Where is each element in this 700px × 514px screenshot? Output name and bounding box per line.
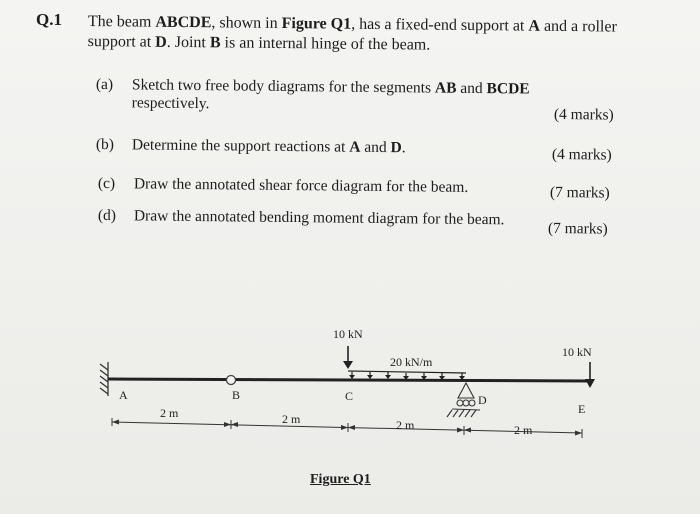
part-a-bold-ab: AB [434, 79, 457, 97]
part-b-label: (b) [95, 136, 115, 154]
part-a-marks: (4 marks) [553, 106, 614, 124]
stem-bold-b: B [209, 34, 221, 52]
dimension-line [112, 418, 582, 438]
stem-text-1: The beam [87, 12, 156, 31]
stem-bold-figure: Figure Q1 [281, 15, 352, 33]
label-c: C [345, 389, 354, 403]
stem-text-2: , shown in [211, 14, 282, 33]
part-a-text-3: respectively. [131, 94, 210, 113]
part-d-label: (d) [97, 207, 117, 225]
part-c-label: (c) [97, 175, 116, 193]
question-number: Q.1 [36, 10, 62, 29]
label-b: B [232, 388, 241, 402]
stem-text-5: support at [87, 32, 156, 51]
label-d: D [478, 393, 487, 407]
roller-support-d [447, 383, 480, 417]
load-label-c: 10 kN [333, 327, 363, 341]
hinge-b [227, 376, 236, 385]
stem-bold-beam: ABCDE [155, 13, 212, 32]
part-a-label: (a) [95, 76, 114, 94]
span-label-de: 2 m [514, 423, 533, 437]
figure-caption: Figure Q1 [310, 472, 371, 487]
beam [108, 379, 590, 381]
part-c-marks: (7 marks) [549, 184, 610, 202]
part-b-marks: (4 marks) [551, 146, 612, 164]
part-a-text-2: and [456, 79, 487, 98]
point-load-c-arrow [343, 346, 353, 369]
stem-bold-a: A [528, 17, 541, 35]
stem-text-7: is an internal hinge of the beam. [220, 34, 431, 54]
part-a-text-1: Sketch two free body diagrams for the segments [131, 76, 436, 97]
part-b-text-2: and [360, 138, 391, 157]
load-label-udl: 20 kN/m [390, 355, 433, 369]
part-b-bold-a: A [349, 138, 361, 156]
part-b-text-1: Determine the support reactions at [131, 136, 350, 156]
label-e: E [578, 402, 586, 416]
fixed-support-a [100, 362, 108, 396]
part-d-marks: (7 marks) [547, 220, 608, 238]
part-b-bold-d: D [390, 139, 402, 157]
span-label-bc: 2 m [282, 412, 301, 426]
stem-text-4: and a roller [539, 17, 617, 36]
stem-text-6: . Joint [166, 33, 211, 52]
span-label-cd: 2 m [396, 418, 415, 432]
stem-text-3: , has a fixed-end support at [351, 15, 529, 35]
part-b-text-3: . [401, 139, 406, 157]
part-c-text: Draw the annotated shear force diagram for the beam. [133, 175, 469, 196]
part-a-bold-bcde: BCDE [486, 80, 530, 98]
part-d-text: Draw the annotated bending moment diagram for the beam. [133, 207, 505, 229]
stem-bold-d: D [155, 33, 167, 51]
label-a: A [119, 388, 128, 402]
span-label-ab: 2 m [160, 406, 179, 420]
point-load-e-arrow [585, 362, 595, 388]
load-label-e: 10 kN [562, 345, 592, 359]
